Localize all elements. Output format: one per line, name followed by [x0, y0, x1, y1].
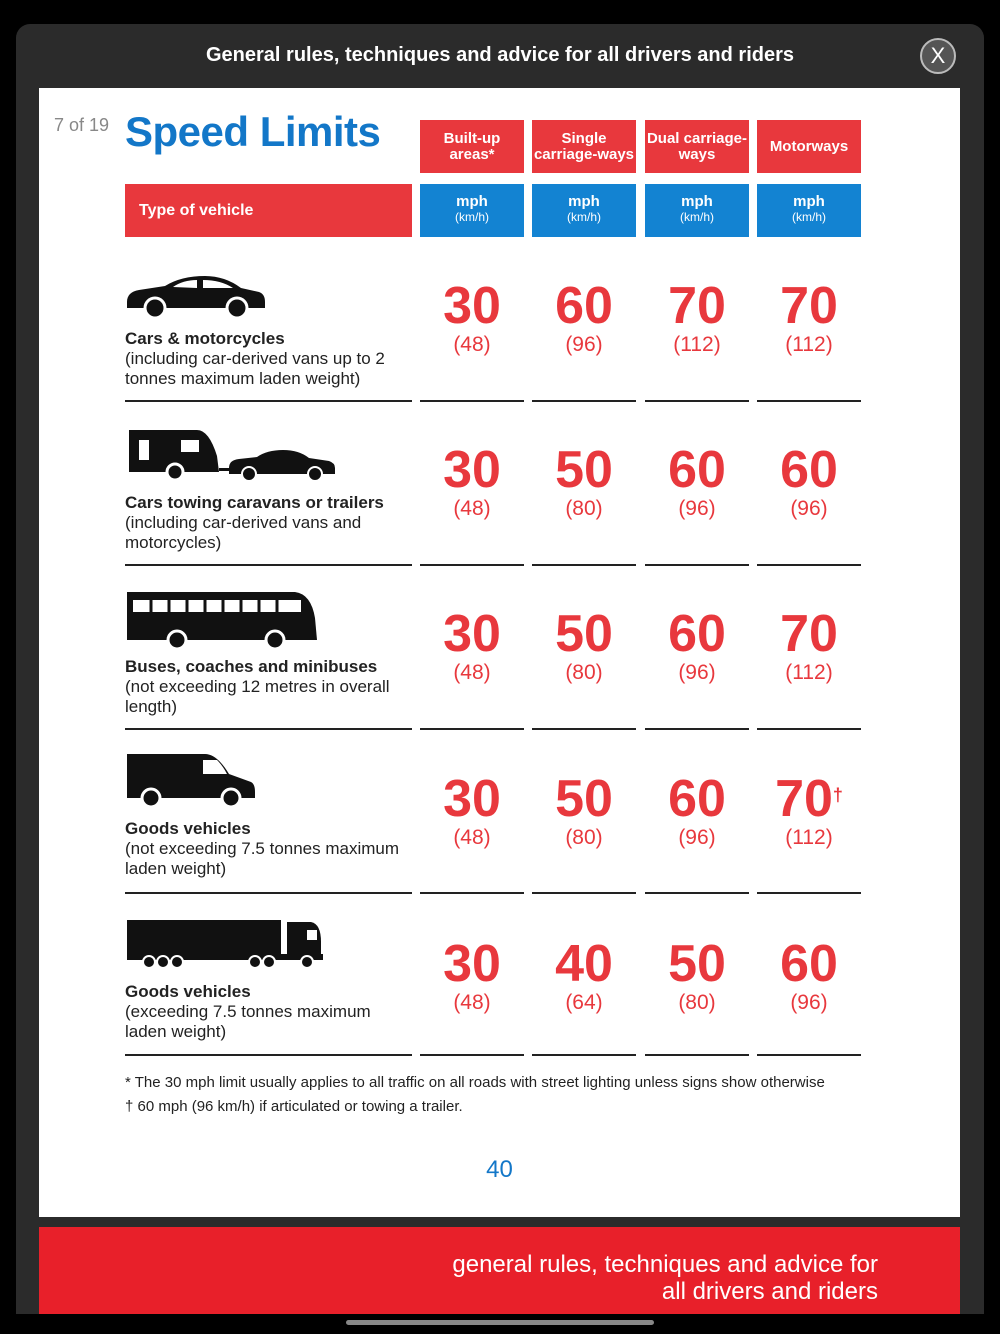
speed-limit-cell — [420, 278, 524, 356]
unit-mph: mph — [793, 193, 825, 210]
vehicle-type-goods-light — [125, 819, 415, 879]
speed-mph: 50 — [555, 770, 613, 828]
row-divider — [757, 892, 861, 894]
vehicle-name: Cars towing caravans or trailers — [125, 493, 384, 512]
speed-limit-cell — [420, 442, 524, 520]
column-header-motorways: Motorways — [757, 120, 861, 173]
speed-limit-cell — [420, 771, 524, 849]
speed-limit-cell — [645, 278, 749, 356]
vehicle-note: (not exceeding 7.5 tonnes maximum laden weight) — [125, 839, 400, 878]
speed-limit-cell — [645, 442, 749, 520]
unit-header — [420, 184, 524, 237]
speed-kmh: (48) — [453, 497, 491, 520]
column-header-single-carriageways: Single carriage-ways — [532, 120, 636, 173]
footnote-built-up: * The 30 mph limit usually applies to all traffic on all roads with street lighting unless signs show otherwise — [125, 1074, 825, 1091]
row-divider — [645, 1054, 749, 1056]
speed-kmh: (48) — [453, 661, 491, 684]
van-icon — [125, 752, 257, 810]
speed-mph: 70 — [780, 277, 838, 335]
close-button[interactable]: X — [920, 38, 956, 74]
speed-kmh: (80) — [678, 991, 716, 1014]
type-of-vehicle-header: Type of vehicle — [125, 184, 412, 237]
speed-mph: 60 — [668, 770, 726, 828]
speed-kmh: (80) — [565, 826, 603, 849]
unit-header — [757, 184, 861, 237]
unit-header — [532, 184, 636, 237]
row-divider — [420, 1054, 524, 1056]
vehicle-name: Cars & motorcycles — [125, 329, 285, 348]
home-indicator[interactable] — [346, 1320, 654, 1325]
speed-limit-cell — [757, 771, 861, 849]
speed-kmh: (80) — [565, 661, 603, 684]
speed-limit-cell — [532, 936, 636, 1014]
speed-limit-cell — [420, 936, 524, 1014]
speed-limit-cell — [757, 442, 861, 520]
row-divider — [532, 564, 636, 566]
title-bar — [16, 24, 984, 88]
speed-kmh: (112) — [785, 333, 833, 356]
row-divider — [757, 1054, 861, 1056]
column-header-dual-carriageways: Dual carriage-ways — [645, 120, 749, 173]
speed-kmh: (48) — [453, 991, 491, 1014]
row-divider — [645, 400, 749, 402]
unit-mph: mph — [568, 193, 600, 210]
document-viewer-window — [16, 24, 984, 1314]
speed-kmh: (112) — [785, 826, 833, 849]
unit-kmh: (km/h) — [455, 210, 489, 224]
speed-kmh: (112) — [673, 333, 721, 356]
speed-kmh: (48) — [453, 826, 491, 849]
speed-limit-cell — [645, 606, 749, 684]
unit-mph: mph — [456, 193, 488, 210]
speed-kmh: (96) — [790, 991, 828, 1014]
window-title: General rules, techniques and advice for all drivers and riders — [206, 44, 794, 66]
unit-header — [645, 184, 749, 237]
speed-kmh: (48) — [453, 333, 491, 356]
speed-mph: 60 — [555, 277, 613, 335]
speed-limit-cell — [645, 936, 749, 1014]
vehicle-type-buses — [125, 657, 415, 717]
vehicle-note: (including car-derived vans up to 2 tonnes maximum laden weight) — [125, 349, 385, 388]
unit-mph: mph — [681, 193, 713, 210]
speed-kmh: (96) — [678, 497, 716, 520]
unit-kmh: (km/h) — [680, 210, 714, 224]
vehicle-type-towing — [125, 493, 415, 553]
speed-mph: 30 — [443, 605, 501, 663]
row-divider — [125, 1054, 412, 1056]
speed-limit-cell — [757, 606, 861, 684]
vehicle-name: Buses, coaches and minibuses — [125, 657, 378, 676]
bus-icon — [125, 588, 319, 652]
vehicle-note: (including car-derived vans and motorcycles) — [125, 513, 362, 552]
speed-limit-cell — [532, 278, 636, 356]
row-divider — [757, 728, 861, 730]
speed-mph-with-dagger — [757, 771, 861, 827]
page-counter: 7 of 19 — [54, 115, 110, 135]
speed-mph: 50 — [555, 441, 613, 499]
row-divider — [532, 400, 636, 402]
speed-kmh: (112) — [785, 661, 833, 684]
speed-limit-cell — [532, 442, 636, 520]
row-divider — [420, 564, 524, 566]
unit-kmh: (km/h) — [567, 210, 601, 224]
speed-mph: 70 — [780, 605, 838, 663]
speed-kmh: (96) — [678, 661, 716, 684]
row-divider — [645, 892, 749, 894]
speed-mph: 60 — [668, 441, 726, 499]
speed-kmh: (80) — [565, 497, 603, 520]
document-page — [39, 88, 960, 1217]
speed-mph: 40 — [555, 935, 613, 993]
speed-mph: 60 — [780, 935, 838, 993]
speed-mph: 70 — [775, 770, 833, 828]
row-divider — [125, 892, 412, 894]
speed-limit-cell — [532, 771, 636, 849]
row-divider — [645, 728, 749, 730]
speed-mph: 70 — [668, 277, 726, 335]
banner-line-1: general rules, techniques and advice for — [452, 1251, 878, 1278]
row-divider — [532, 728, 636, 730]
footnote-articulated: † 60 mph (96 km/h) if articulated or towing a trailer. — [125, 1098, 463, 1115]
vehicle-note: (exceeding 7.5 tonnes maximum laden weight) — [125, 1002, 371, 1041]
vehicle-name: Goods vehicles — [125, 819, 251, 838]
row-divider — [420, 892, 524, 894]
vehicle-name: Goods vehicles — [125, 982, 251, 1001]
row-divider — [532, 892, 636, 894]
page-number: 40 — [486, 1156, 513, 1183]
column-header-built-up: Built-up areas* — [420, 120, 524, 173]
speed-limit-cell — [757, 278, 861, 356]
speed-mph: 30 — [443, 935, 501, 993]
speed-kmh: (96) — [790, 497, 828, 520]
unit-kmh: (km/h) — [792, 210, 826, 224]
speed-mph: 60 — [668, 605, 726, 663]
row-divider — [420, 400, 524, 402]
speed-limit-cell — [532, 606, 636, 684]
speed-limit-cell — [757, 936, 861, 1014]
row-divider — [125, 728, 412, 730]
speed-kmh: (64) — [565, 991, 603, 1014]
banner-line-2: all drivers and riders — [661, 1278, 878, 1305]
vehicle-note: (not exceeding 12 metres in overall length) — [125, 677, 390, 716]
caravan-car-icon — [125, 426, 339, 484]
speed-mph: 30 — [443, 277, 501, 335]
page-title: Speed Limits — [125, 108, 381, 155]
row-divider — [757, 564, 861, 566]
row-divider — [532, 1054, 636, 1056]
speed-limit-cell — [645, 771, 749, 849]
vehicle-type-cars — [125, 329, 415, 389]
row-divider — [420, 728, 524, 730]
speed-mph: 30 — [443, 441, 501, 499]
banner-text — [452, 1251, 878, 1305]
speed-mph: 50 — [668, 935, 726, 993]
speed-mph: 60 — [780, 441, 838, 499]
speed-limit-cell — [420, 606, 524, 684]
speed-kmh: (96) — [678, 826, 716, 849]
row-divider — [757, 400, 861, 402]
car-icon — [125, 274, 267, 320]
truck-icon — [125, 918, 325, 974]
row-divider — [125, 400, 412, 402]
row-divider — [125, 564, 412, 566]
speed-mph: 30 — [443, 770, 501, 828]
speed-mph: 50 — [555, 605, 613, 663]
dagger-mark: † — [832, 785, 843, 805]
vehicle-type-goods-heavy — [125, 982, 415, 1042]
row-divider — [645, 564, 749, 566]
footer-banner — [39, 1227, 960, 1314]
speed-kmh: (96) — [565, 333, 603, 356]
